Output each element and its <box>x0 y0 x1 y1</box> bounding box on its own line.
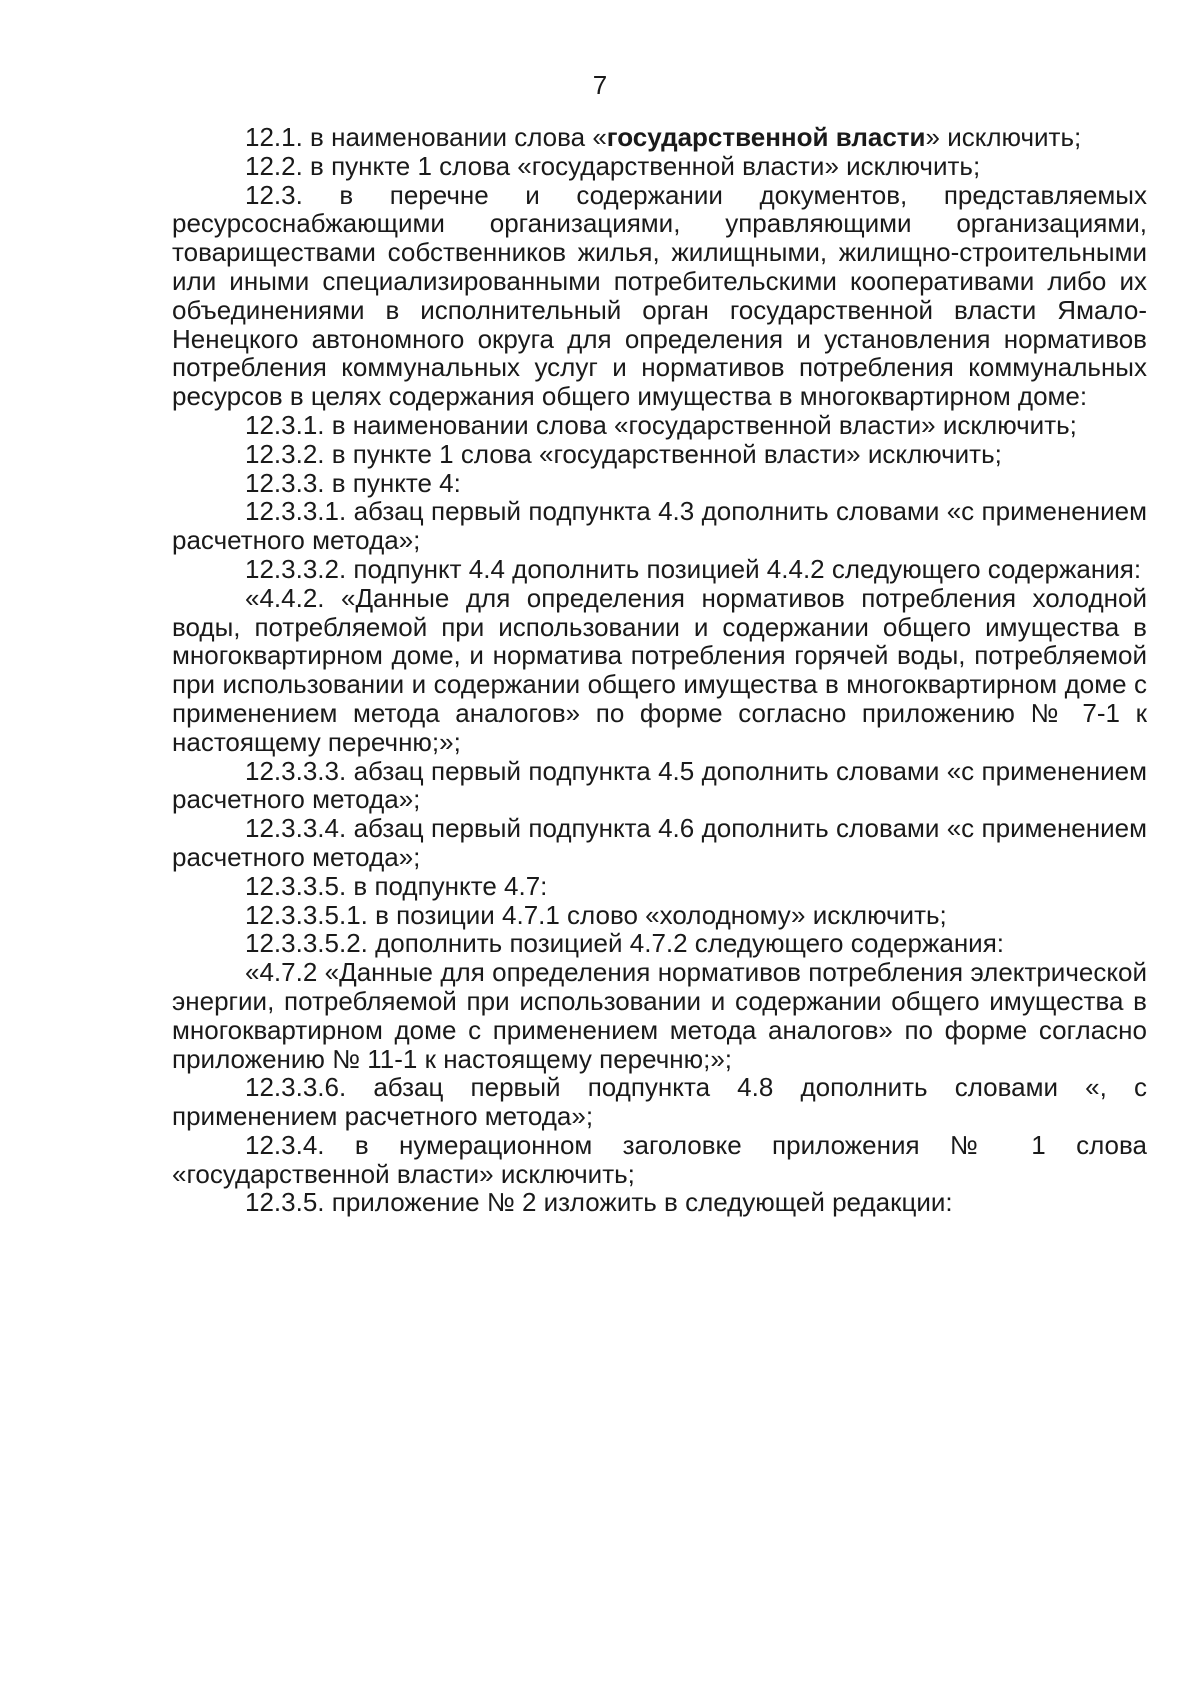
paragraph-text: в наименовании слова «государственной власти» исключить; <box>324 409 1077 440</box>
paragraph-12-3-3-6 <box>172 1073 1147 1131</box>
paragraph-text: «4.7.2 «Данные для определения нормативов потребления электрической энергии, потребляемой при использовании и содержании общего имущества в многоквартирном доме с применением метода аналогов» по форме согласно приложению № 11-1 к настоящему перечню;»; <box>172 957 1147 1074</box>
bold-phrase: государственной власти <box>606 122 926 152</box>
paragraph-number: 12.3. <box>245 179 303 210</box>
paragraph-text: абзац первый подпункта 4.6 дополнить словами «с применением расчетного метода»; <box>172 813 1147 872</box>
paragraph-text: в нумерационном заголовке приложения № 1 слова «государственной власти» исключить; <box>172 1129 1147 1189</box>
paragraph-number: 12.3.4. <box>245 1129 325 1160</box>
paragraph-12-1 <box>172 123 1147 152</box>
paragraph-text: в пункте 1 слова «государственной власти» исключить; <box>302 150 981 181</box>
paragraph-12-3-3-5-1 <box>172 901 1147 930</box>
paragraph-12-3-3-2 <box>172 555 1147 584</box>
paragraph-number: 12.3.3.5.1. <box>245 899 368 930</box>
paragraph-number: 12.3.2. <box>245 438 325 469</box>
paragraph-12-3-3-5-2 <box>172 929 1147 958</box>
paragraph-text: в пункте 4: <box>324 467 461 498</box>
page-number: 7 <box>592 70 608 100</box>
paragraph-number: 12.3.3.2. <box>245 553 347 584</box>
paragraph-text: в подпункте 4.7: <box>346 870 548 901</box>
paragraph-text: абзац первый подпункта 4.8 дополнить словами «, с применением расчетного метода»; <box>172 1072 1147 1132</box>
paragraph-12-3-1 <box>172 411 1147 440</box>
paragraph-12-3-3-1 <box>172 497 1147 555</box>
quoted-paragraph-4-4-2 <box>172 584 1147 757</box>
quoted-paragraph-4-7-2 <box>172 958 1147 1073</box>
paragraph-12-3-3-5 <box>172 872 1147 901</box>
paragraph-text: подпункт 4.4 дополнить позицией 4.4.2 следующего содержания: <box>346 553 1142 584</box>
paragraph-number: 12.3.3. <box>245 467 325 498</box>
paragraph-text: в перечне и содержании документов, представляемых ресурсоснабжающими организациями, управляющими организациями, товариществами собственников жилья, жилищными, жилищно-строительными или иными специализированными потребительскими кооперативами либо их объединениями в исполнительный орган государственной власти Ямало-Ненецкого автономного округа для определения и установления нормативов потребления коммунальных услуг и нормативов потребления коммунальных ресурсов в целях содержания общего имущества в многоквартирном доме: <box>172 179 1147 412</box>
paragraph-number: 12.3.1. <box>245 409 325 440</box>
paragraph-12-2 <box>172 152 1147 181</box>
paragraph-text: » исключить; <box>925 122 1082 152</box>
paragraph-12-3-3-3 <box>172 757 1147 815</box>
paragraph-number: 12.3.3.1. <box>245 496 347 527</box>
paragraph-text: абзац первый подпункта 4.5 дополнить словами «с применением расчетного метода»; <box>172 755 1147 815</box>
paragraph-12-3-3 <box>172 469 1147 498</box>
paragraph-12-3-2 <box>172 440 1147 469</box>
paragraph-number: 12.2. <box>245 150 303 181</box>
paragraph-number: 12.3.5. <box>245 1187 325 1218</box>
paragraph-12-3-3-4 <box>172 814 1147 872</box>
paragraph-text: в наименовании слова « <box>302 122 607 152</box>
paragraph-number: 12.3.3.5. <box>245 870 347 901</box>
paragraph-12-3-4 <box>172 1131 1147 1189</box>
paragraph-number: 12.3.3.6. <box>245 1072 347 1103</box>
paragraph-text: дополнить позицией 4.7.2 следующего содержания: <box>367 928 1005 959</box>
paragraph-number: 12.3.3.5.2. <box>245 928 368 959</box>
paragraph-number: 12.1. <box>245 122 303 152</box>
paragraph-12-3 <box>172 181 1147 411</box>
paragraph-text: «4.4.2. «Данные для определения нормативов потребления холодной воды, потребляемой при использовании и содержании общего имущества в многоквартирном доме, и норматива потребления горячей воды, потребляемой при использовании и содержании общего имущества в многоквартирном доме с применением метода аналогов» по форме согласно приложению № 7-1 к настоящему перечню;»; <box>172 582 1147 757</box>
paragraph-text: приложение № 2 изложить в следующей редакции: <box>324 1187 953 1218</box>
paragraph-text: в пункте 1 слова «государственной власти» исключить; <box>324 438 1002 469</box>
paragraph-number: 12.3.3.3. <box>245 755 347 786</box>
paragraph-12-3-5 <box>172 1188 1147 1217</box>
paragraph-text: в позиции 4.7.1 слово «холодному» исключить; <box>367 899 947 930</box>
document-body <box>172 123 1147 1217</box>
paragraph-number: 12.3.3.4. <box>245 813 347 844</box>
paragraph-text: абзац первый подпункта 4.3 дополнить словами «с применением расчетного метода»; <box>172 496 1147 556</box>
